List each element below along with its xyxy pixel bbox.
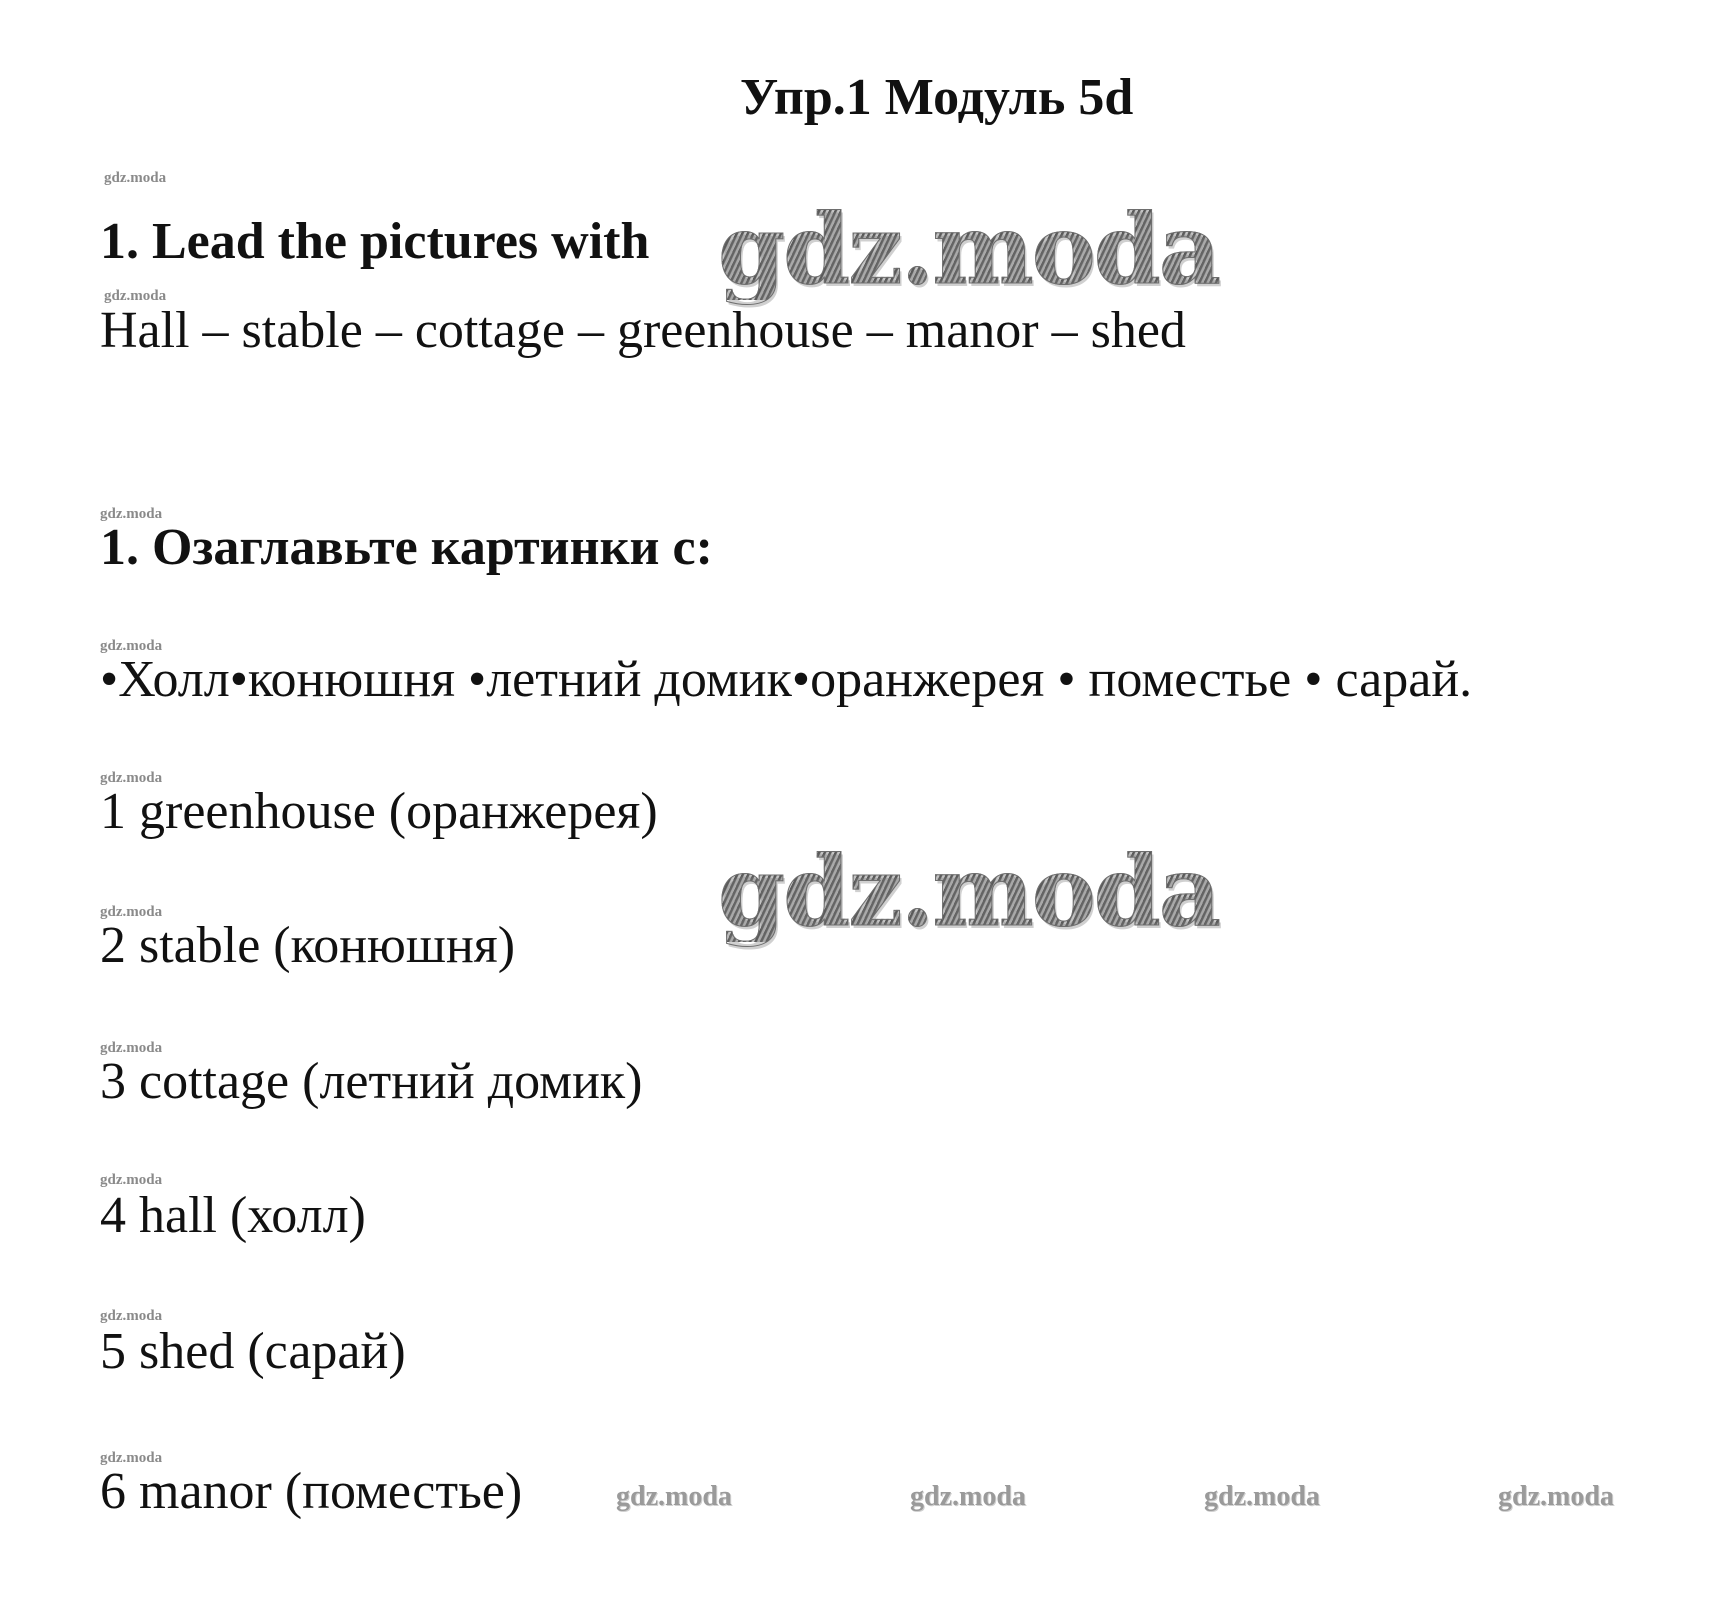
watermark-small: gdz.moda	[104, 288, 167, 304]
watermark-small: gdz.moda	[100, 506, 163, 522]
page-title: Упр.1 Модуль 5d	[740, 69, 1134, 126]
watermark-large: gdz.moda	[718, 193, 1220, 306]
heading-english: 1. Lead the pictures with	[100, 213, 650, 270]
watermark-medium: gdz.moda	[910, 1481, 1026, 1512]
watermark-small: gdz.moda	[100, 1040, 163, 1056]
watermark-medium: gdz.moda	[1204, 1481, 1320, 1512]
word-list-english: Hall – stable – cottage – greenhouse – manor – shed	[100, 302, 1186, 359]
answer-item: 2 stable (конюшня)	[100, 917, 516, 974]
answer-item: 5 shed (сарай)	[100, 1323, 406, 1380]
watermark-small: gdz.moda	[100, 1308, 163, 1324]
watermark-small: gdz.moda	[100, 1450, 163, 1466]
watermark-medium: gdz.moda	[616, 1481, 732, 1512]
watermark-small: gdz.moda	[100, 638, 163, 654]
watermark-small: gdz.moda	[100, 1172, 163, 1188]
watermark-large: gdz.moda	[718, 835, 1220, 948]
answer-item: 3 cottage (летний домик)	[100, 1053, 643, 1110]
answer-item: 6 manor (поместье)	[100, 1463, 523, 1520]
answer-item: 1 greenhouse (оранжерея)	[100, 783, 658, 840]
answer-item: 4 hall (холл)	[100, 1187, 366, 1244]
heading-russian: 1. Озаглавьте картинки с:	[100, 519, 713, 576]
watermark-small: gdz.moda	[100, 770, 163, 786]
watermark-small: gdz.moda	[100, 904, 163, 920]
watermark-small: gdz.moda	[104, 170, 167, 186]
word-list-russian: •Холл•конюшня •летний домик•оранжерея • поместье • сарай.	[100, 651, 1473, 708]
watermark-medium: gdz.moda	[1498, 1481, 1614, 1512]
